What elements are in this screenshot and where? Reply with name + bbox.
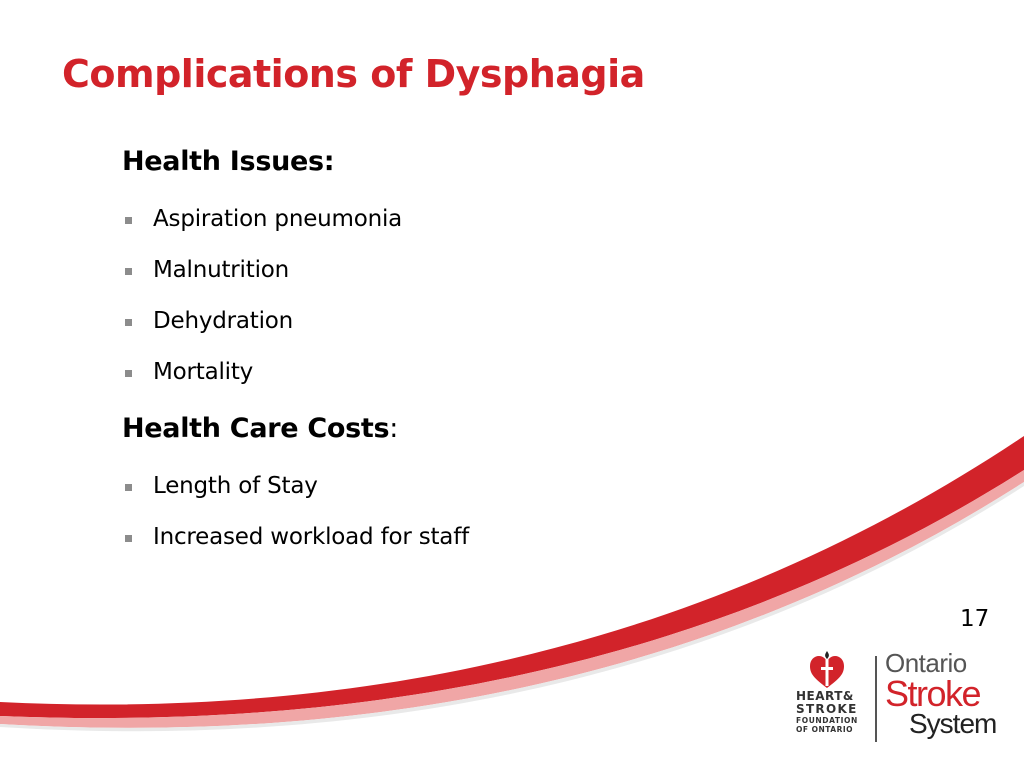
square-bullet-icon bbox=[125, 535, 132, 542]
bullet-text: Aspiration pneumonia bbox=[153, 206, 403, 232]
logo-word-system: System bbox=[909, 708, 997, 739]
section-heading-text: Health Issues: bbox=[122, 146, 335, 177]
slide-title: Complications of Dysphagia bbox=[62, 52, 645, 96]
section-heading-health-issues bbox=[122, 146, 334, 177]
logo-text-line: OF ONTARIO bbox=[796, 724, 854, 734]
bullet-item bbox=[122, 257, 402, 308]
bullet-text: Length of Stay bbox=[153, 473, 318, 499]
bullet-list-health-issues bbox=[122, 206, 402, 410]
bullet-item bbox=[122, 206, 402, 257]
bullet-text: Malnutrition bbox=[153, 257, 290, 283]
square-bullet-icon bbox=[125, 370, 132, 377]
logo-text-line: STROKE bbox=[796, 702, 858, 716]
square-bullet-icon bbox=[125, 268, 132, 275]
logo-divider bbox=[875, 656, 877, 742]
square-bullet-icon bbox=[125, 319, 132, 326]
logo-text-line: FOUNDATION bbox=[796, 716, 858, 725]
heart-stroke-foundation-logo bbox=[796, 690, 858, 733]
bullet-list-health-care-costs bbox=[122, 473, 469, 575]
section-heading-suffix: : bbox=[389, 413, 399, 444]
bullet-text: Increased workload for staff bbox=[153, 524, 469, 550]
logo-word-stroke: Stroke bbox=[885, 673, 981, 714]
section-heading-health-care-costs bbox=[122, 413, 398, 444]
logo-word-ontario: Ontario bbox=[885, 648, 967, 678]
logo-text-line: HEART& bbox=[796, 689, 854, 703]
section-heading-text: Health Care Costs bbox=[122, 413, 390, 444]
bullet-item bbox=[122, 524, 469, 575]
page-number: 17 bbox=[960, 606, 990, 632]
bullet-text: Dehydration bbox=[153, 308, 294, 334]
bullet-item bbox=[122, 473, 469, 524]
bullet-text: Mortality bbox=[153, 359, 254, 385]
square-bullet-icon bbox=[125, 217, 132, 224]
square-bullet-icon bbox=[125, 484, 132, 491]
bullet-item bbox=[122, 359, 402, 410]
bullet-item bbox=[122, 308, 402, 359]
ontario-stroke-system-logo bbox=[885, 650, 996, 738]
